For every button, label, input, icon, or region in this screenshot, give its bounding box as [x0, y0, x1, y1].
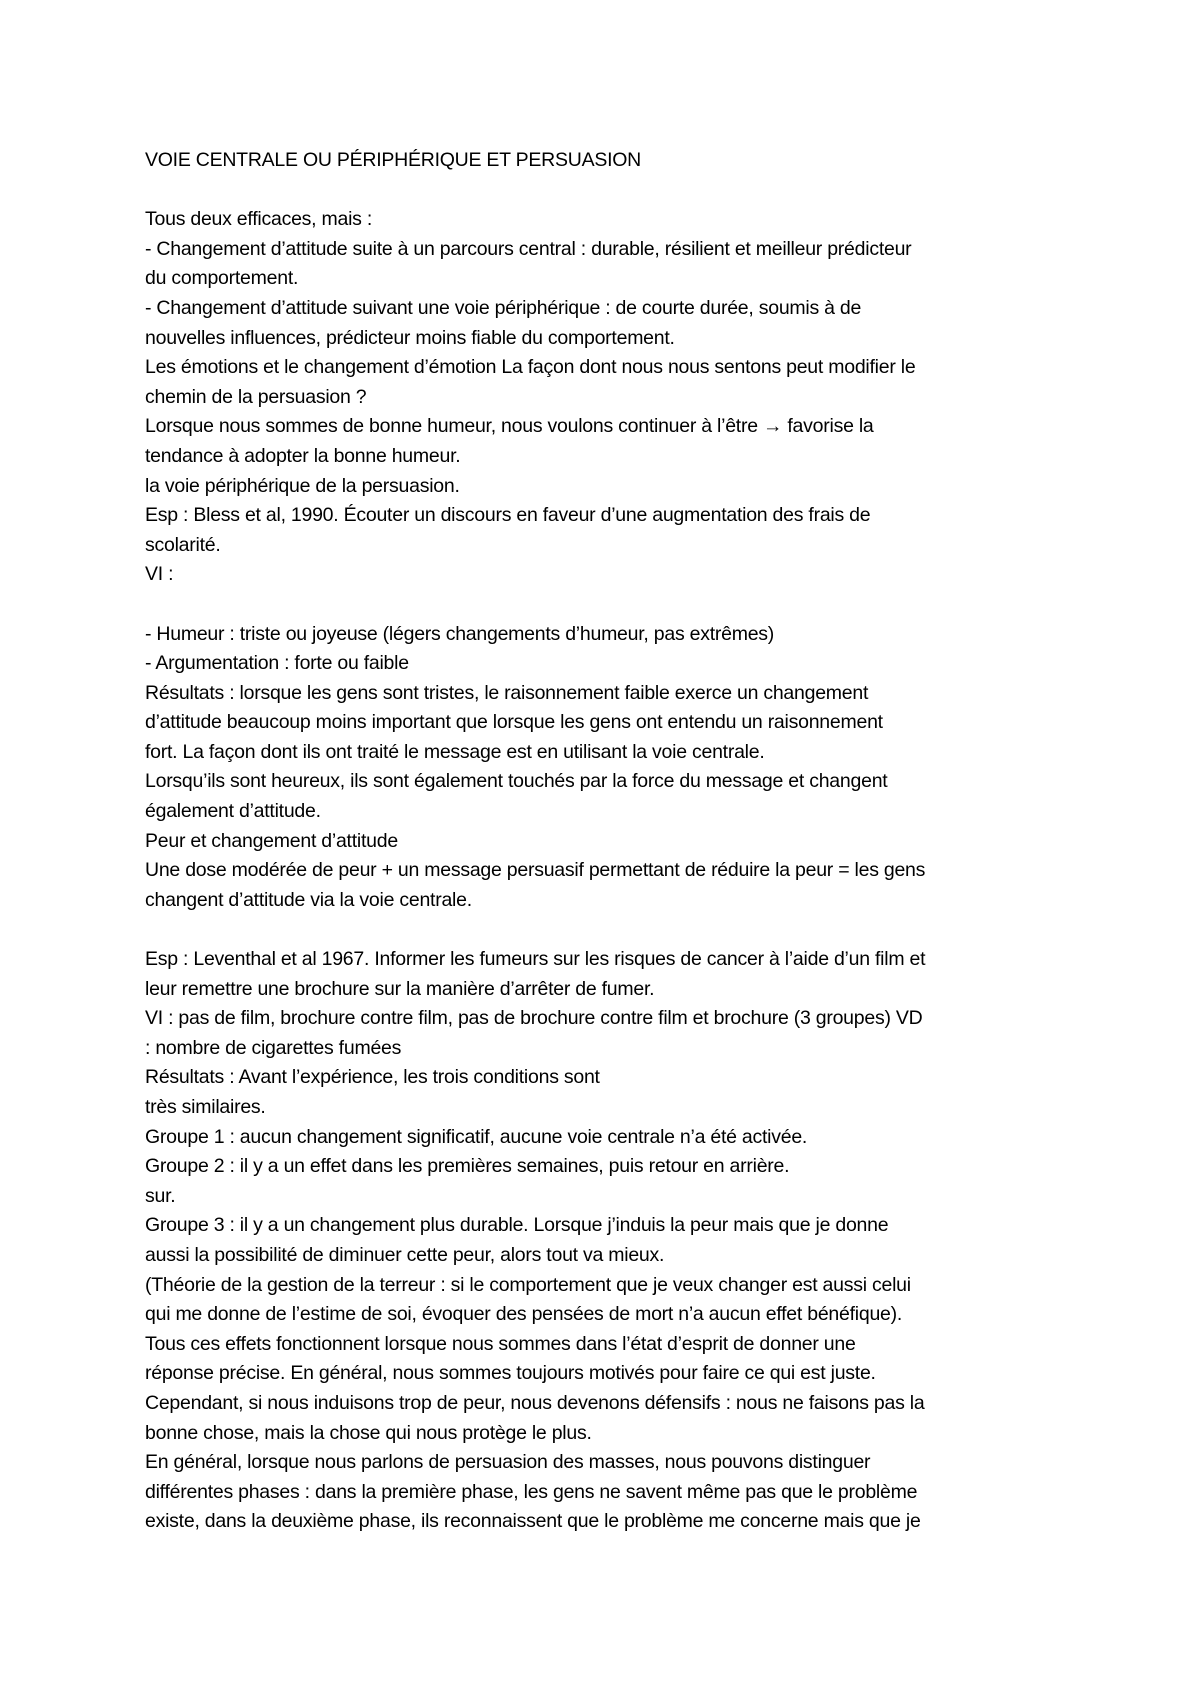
text-line: - Humeur : triste ou joyeuse (légers changements d’humeur, pas extrêmes)	[145, 622, 775, 645]
text-line: - Changement d’attitude suivant une voie périphérique : de courte durée, soumis à de	[145, 296, 862, 319]
text-line: VI : pas de film, brochure contre film, pas de brochure contre film et brochure (3 groupes) VD	[145, 1007, 923, 1030]
text-line: VI :	[145, 563, 174, 586]
document-body	[145, 146, 1075, 1537]
text-line: Une dose modérée de peur + un message persuasif permettant de réduire la peur = les gens	[145, 859, 926, 882]
text-line: Les émotions et le changement d’émotion La façon dont nous nous sentons peut modifier le	[145, 356, 916, 379]
text-line: également d’attitude.	[145, 800, 321, 823]
text-line: : nombre de cigarettes fumées	[145, 1036, 402, 1059]
blank-line	[145, 590, 1075, 620]
text-line: Groupe 2 : il y a un effet dans les premières semaines, puis retour en arrière.	[145, 1155, 790, 1178]
text-line: Esp : Leventhal et al 1967. Informer les fumeurs sur les risques de cancer à l’aide d’un film et	[145, 948, 926, 971]
text-line: la voie périphérique de la persuasion.	[145, 474, 460, 497]
text-line: Cependant, si nous induisons trop de peur, nous devenons défensifs : nous ne faisons pas la	[145, 1391, 925, 1414]
text-line: chemin de la persuasion ?	[145, 385, 367, 408]
text-line: (Théorie de la gestion de la terreur : si le comportement que je veux changer est aussi celui	[145, 1273, 911, 1296]
text-line: réponse précise. En général, nous sommes toujours motivés pour faire ce qui est juste.	[145, 1362, 876, 1385]
text-line: tendance à adopter la bonne humeur.	[145, 444, 461, 467]
text-line: En général, lorsque nous parlons de persuasion des masses, nous pouvons distinguer	[145, 1451, 871, 1474]
text-line: nouvelles influences, prédicteur moins fiable du comportement.	[145, 326, 675, 349]
blank-line	[145, 915, 1075, 945]
text-line: scolarité.	[145, 533, 221, 556]
text-line: Résultats : lorsque les gens sont tristes, le raisonnement faible exerce un changement	[145, 681, 869, 704]
text-line: qui me donne de l’estime de soi, évoquer des pensées de mort n’a aucun effet bénéfique).	[145, 1303, 903, 1326]
text-line: Lorsqu’ils sont heureux, ils sont également touchés par la force du message et changent	[145, 770, 888, 793]
text-line: leur remettre une brochure sur la manière d’arrêter de fumer.	[145, 977, 655, 1000]
blank-line	[145, 176, 1075, 206]
text-line: Tous deux efficaces, mais :	[145, 208, 373, 231]
text-line: aussi la possibilité de diminuer cette peur, alors tout va mieux.	[145, 1243, 665, 1266]
text-line: - Changement d’attitude suite à un parcours central : durable, résilient et meilleur prédicteur	[145, 237, 912, 260]
text-line: Peur et changement d’attitude	[145, 829, 398, 852]
text-line: fort. La façon dont ils ont traité le message est en utilisant la voie centrale.	[145, 740, 765, 763]
text-line: différentes phases : dans la première phase, les gens ne savent même pas que le problème	[145, 1480, 918, 1503]
text-line: - Argumentation : forte ou faible	[145, 652, 409, 675]
text-line: sur.	[145, 1184, 176, 1207]
text-line: du comportement.	[145, 267, 299, 290]
text-line: Tous ces effets fonctionnent lorsque nous sommes dans l’état d’esprit de donner une	[145, 1332, 856, 1355]
text-line: bonne chose, mais la chose qui nous protège le plus.	[145, 1421, 592, 1444]
text-line: Esp : Bless et al, 1990. Écouter un discours en faveur d’une augmentation des frais de	[145, 504, 871, 527]
text-line: changent d’attitude via la voie centrale.	[145, 888, 472, 911]
text-line: Résultats : Avant l’expérience, les trois conditions sont	[145, 1066, 600, 1089]
text-line: Lorsque nous sommes de bonne humeur, nous voulons continuer à l’être → favorise la	[145, 415, 874, 438]
text-line: d’attitude beaucoup moins important que lorsque les gens ont entendu un raisonnement	[145, 711, 883, 734]
text-line: existe, dans la deuxième phase, ils reconnaissent que le problème me concerne mais que je	[145, 1510, 921, 1533]
text-line: très similaires.	[145, 1096, 266, 1118]
text-line: Groupe 3 : il y a un changement plus durable. Lorsque j’induis la peur mais que je donne	[145, 1214, 889, 1237]
document-title: VOIE CENTRALE OU PÉRIPHÉRIQUE ET PERSUASION	[145, 149, 642, 171]
text-line: Groupe 1 : aucun changement significatif, aucune voie centrale n’a été activée.	[145, 1125, 808, 1148]
